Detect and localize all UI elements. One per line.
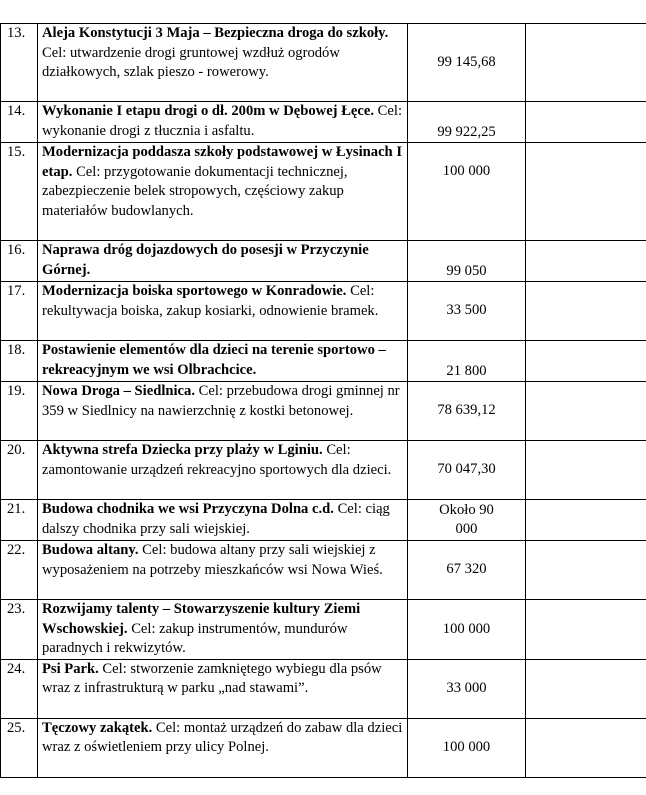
project-description: Cel: zakup instrumentów, mundurów paradnych i rekwizytów. — [42, 620, 348, 656]
project-description: Cel: zamontowanie urządzeń rekreacyjno sportowych dla dzieci. — [42, 442, 392, 478]
extra-cell — [526, 102, 646, 143]
extra-cell — [526, 600, 646, 660]
table-row — [1, 659, 646, 718]
project-title: Budowa altany. — [42, 542, 139, 558]
table-row — [1, 341, 646, 382]
amount-cell: 70 047,30 — [408, 441, 526, 500]
amount-cell: 99 922,25 — [408, 102, 526, 143]
table-row — [1, 600, 646, 660]
project-cell — [38, 282, 408, 341]
extra-cell — [526, 441, 646, 500]
extra-cell — [526, 500, 646, 541]
project-cell — [38, 102, 408, 143]
row-number: 18. — [1, 341, 38, 382]
project-description: Cel: montaż urządzeń do zabaw dla dzieci wraz z oświetleniem przy ulicy Polnej. — [42, 719, 403, 755]
project-description: Cel: przebudowa drogi gminnej nr 359 w Siedlnicy na nawierzchnię z kostki betonowej. — [42, 383, 400, 419]
project-title: Nowa Droga – Siedlnica. — [42, 383, 195, 399]
projects-table-body — [1, 24, 646, 778]
project-cell — [38, 382, 408, 441]
row-number: 20. — [1, 441, 38, 500]
table-row — [1, 24, 646, 102]
project-cell — [38, 659, 408, 718]
row-number: 14. — [1, 102, 38, 143]
project-cell — [38, 541, 408, 600]
extra-cell — [526, 541, 646, 600]
extra-cell — [526, 143, 646, 241]
project-description: Cel: utwardzenie drogi gruntowej wzdłuż ogrodów działkowych, szlak pieszo - rowerowy. — [42, 44, 340, 80]
project-cell — [38, 500, 408, 541]
amount-cell: 100 000 — [408, 600, 526, 660]
amount-cell: 100 000 — [408, 718, 526, 777]
project-title: Wykonanie I etapu drogi o dł. 200m w Dębowej Łęce. — [42, 103, 375, 119]
extra-cell — [526, 382, 646, 441]
project-description: Cel: ciąg dalszy chodnika przy sali wiejskiej. — [42, 501, 390, 537]
amount-cell: 100 000 — [408, 143, 526, 241]
amount-cell: 33 000 — [408, 659, 526, 718]
project-cell — [38, 241, 408, 282]
amount-cell: 99 145,68 — [408, 24, 526, 102]
row-number: 15. — [1, 143, 38, 241]
projects-table — [0, 23, 646, 778]
project-title: Rozwijamy talenty – Stowarzyszenie kultury Ziemi Wschowskiej. — [42, 601, 361, 637]
project-cell — [38, 143, 408, 241]
project-title: Tęczowy zakątek. — [42, 719, 153, 736]
extra-cell — [526, 659, 646, 718]
project-title: Modernizacja boiska sportowego w Konradowie. — [42, 283, 347, 299]
project-title: Postawienie elementów dla dzieci na terenie sportowo – rekreacyjnym we wsi Olbrachcice. — [42, 342, 386, 378]
project-description: Cel: budowa altany przy sali wiejskiej z wyposażeniem na potrzeby mieszkańców wsi Nowa Wieś. — [42, 542, 383, 578]
project-cell — [38, 441, 408, 500]
row-number: 13. — [1, 24, 38, 102]
project-description: Cel: rekultywacja boiska, zakup kosiarki, odnowienie bramek. — [42, 283, 379, 319]
table-row — [1, 718, 646, 777]
amount-value: Około 90 000 — [439, 501, 494, 537]
row-number: 19. — [1, 382, 38, 441]
table-row — [1, 282, 646, 341]
table-row — [1, 382, 646, 441]
row-number: 24. — [1, 659, 38, 718]
table-row — [1, 441, 646, 500]
project-title: Budowa chodnika we wsi Przyczyna Dolna c.d. — [42, 501, 334, 517]
project-title: Psi Park. — [42, 660, 99, 677]
project-description: Cel: wykonanie drogi z tłucznia i asfaltu. — [42, 103, 402, 139]
table-row — [1, 241, 646, 282]
project-cell — [38, 718, 408, 777]
project-cell — [38, 341, 408, 382]
row-number: 22. — [1, 541, 38, 600]
project-description: Cel: stworzenie zamkniętego wybiegu dla psów wraz z infrastrukturą w parku „nad stawami”. — [42, 660, 382, 696]
project-title: Aleja Konstytucji 3 Maja – Bezpieczna droga do szkoły. — [42, 25, 389, 41]
project-cell — [38, 24, 408, 102]
row-number: 21. — [1, 500, 38, 541]
table-row — [1, 102, 646, 143]
amount-cell: 78 639,12 — [408, 382, 526, 441]
row-number: 17. — [1, 282, 38, 341]
row-number: 25. — [1, 718, 38, 777]
amount-cell: 21 800 — [408, 341, 526, 382]
row-number: 16. — [1, 241, 38, 282]
table-row — [1, 500, 646, 541]
table-row — [1, 143, 646, 241]
row-number: 23. — [1, 600, 38, 660]
project-cell — [38, 600, 408, 660]
project-title: Modernizacja poddasza szkoły podstawowej w Łysinach I etap. — [42, 144, 402, 180]
extra-cell — [526, 341, 646, 382]
amount-cell: 99 050 — [408, 241, 526, 282]
amount-cell: 67 320 — [408, 541, 526, 600]
extra-cell — [526, 241, 646, 282]
project-title: Naprawa dróg dojazdowych do posesji w Przyczynie Górnej. — [42, 242, 369, 278]
project-title: Aktywna strefa Dziecka przy plaży w Lginiu. — [42, 442, 323, 458]
table-row — [1, 541, 646, 600]
extra-cell — [526, 718, 646, 777]
amount-cell — [408, 500, 526, 541]
extra-cell — [526, 24, 646, 102]
amount-cell: 33 500 — [408, 282, 526, 341]
project-description: Cel: przygotowanie dokumentacji technicznej, zabezpieczenie belek stropowych, częściowy zakup materiałów budowlanych. — [42, 163, 348, 219]
extra-cell — [526, 282, 646, 341]
